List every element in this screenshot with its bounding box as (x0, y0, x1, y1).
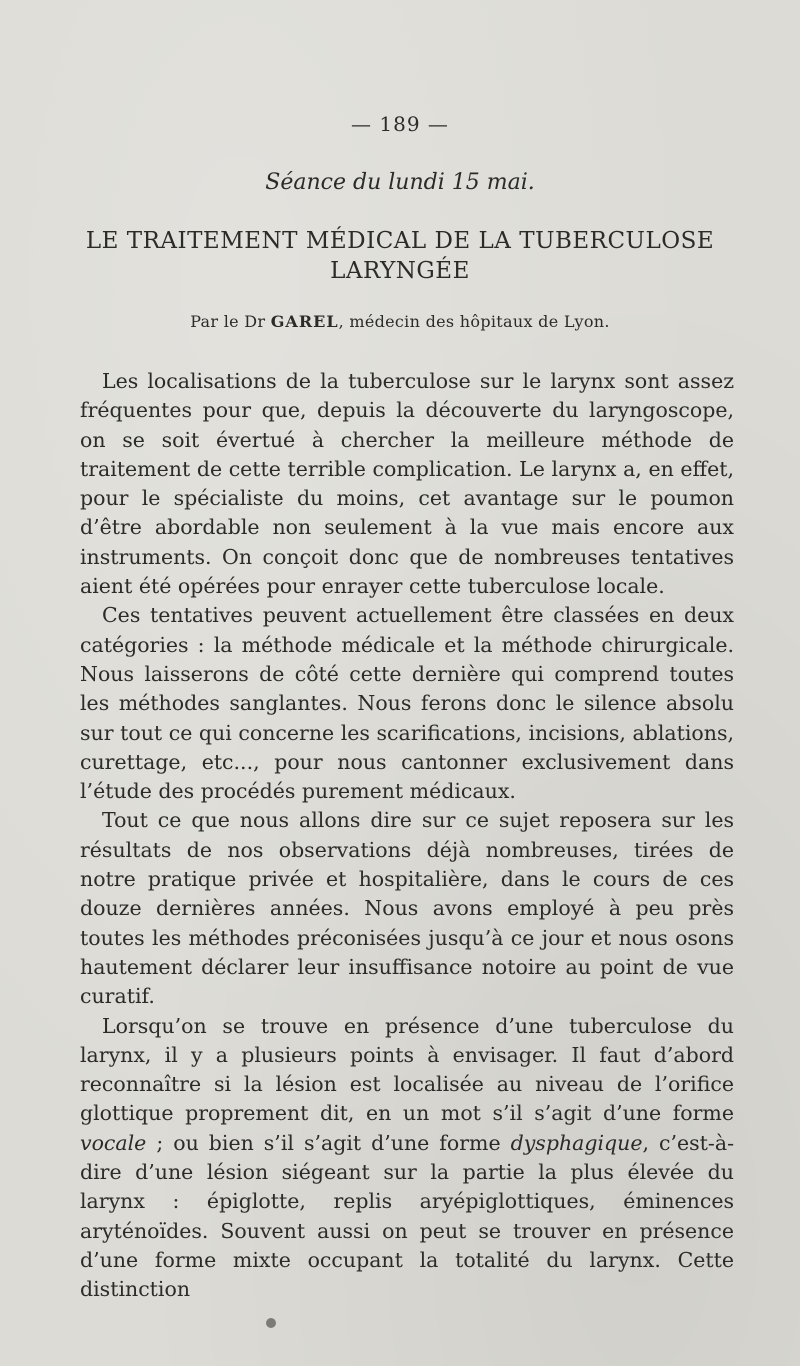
article-title-line-1: LE TRAITEMENT MÉDICAL DE LA TUBERCULOSE (85, 228, 715, 254)
page-number: — 189 — (351, 112, 449, 136)
paragraph-4-part-1: Lorsqu’on se trouve en présence d’une tuberculose du larynx, il y a plusieurs points à envisager. Il faut d’abord reconnaître si la lésion est localisée au niveau de l’orifice glottique proprement dit, en un mot s’il s’agit d’une forme (80, 1013, 734, 1126)
byline-prefix: Par le Dr (190, 312, 271, 331)
author-name: GAREL (270, 312, 339, 331)
paragraph-4 (80, 1012, 734, 1305)
paragraph-4-part-3: , c’est-à-dire d’une lésion siégeant sur la partie la plus élevée du larynx : épiglotte, replis aryépiglottiques, éminences aryténoïdes. Souvent aussi on peut se trouver en présence d’une forme mixte occupant la totalité du larynx. Cette distinction (80, 1130, 734, 1302)
author-byline (0, 312, 800, 331)
paragraph-2: Ces tentatives peuvent actuellement être classées en deux catégories : la méthode médicale et la méthode chirurgicale. Nous laisserons de côté cette dernière qui comprend toutes les méthodes sanglantes. Nous ferons donc le silence absolu sur tout ce qui concerne les scarifications, incisions, ablations, curettage, etc..., pour nous cantonner exclusivement dans l’étude des procédés purement médicaux. (80, 603, 734, 804)
term-dysphagique: dysphagique (510, 1130, 643, 1155)
term-vocale: vocale (80, 1130, 147, 1155)
article-title-line-2: LARYNGÉE (330, 258, 470, 284)
article-title (60, 226, 740, 286)
article-body (80, 367, 734, 1305)
paragraph-1: Les localisations de la tuberculose sur le larynx sont assez fréquentes pour que, depuis la découverte du laryngoscope, on se soit évertué à chercher la meilleure méthode de traitement de cette terrible complication. Le larynx a, en effet, pour le spécialiste du moins, cet avantage sur le poumon d’être abordable non seulement à la vue mais encore aux instruments. On conçoit donc que de nombreuses tentatives aient été opérées pour enrayer cette tuberculose locale. (80, 369, 734, 599)
paragraph-3: Tout ce que nous allons dire sur ce sujet reposera sur les résultats de nos observations déjà nombreuses, tirées de notre pratique privée et hospitalière, dans le cours de ces douze dernières années. Nous avons employé à peu près toutes les méthodes préconisées jusqu’à ce jour et nous osons hautement déclarer leur insuffisance notoire au point de vue curatif. (80, 808, 734, 1009)
byline-suffix: , médecin des hôpitaux de Lyon. (338, 312, 610, 331)
session-heading: Séance du lundi 15 mai. (265, 170, 535, 195)
ink-blot-mark (266, 1318, 276, 1328)
paragraph-4-part-2: ; ou bien s’il s’agit d’une forme (146, 1130, 511, 1155)
